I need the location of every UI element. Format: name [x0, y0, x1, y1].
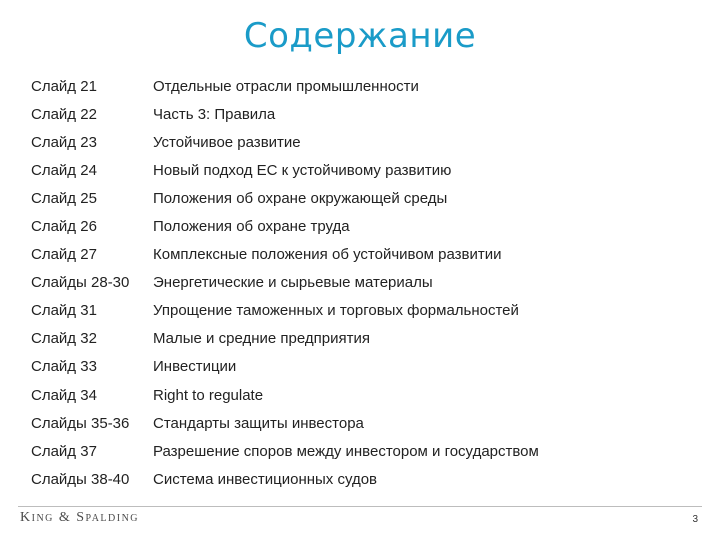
toc-row [31, 381, 691, 409]
table-of-contents [31, 72, 691, 493]
slide-ref: Слайд 37 [31, 442, 97, 460]
slide-ref: Слайд 23 [31, 133, 97, 151]
toc-row [31, 128, 691, 156]
topic-title: Новый подход ЕС к устойчивому развитию [153, 161, 452, 179]
toc-row [31, 297, 691, 325]
toc-row [31, 100, 691, 128]
slide-ref: Слайды 28-30 [31, 274, 130, 292]
topic-title: Устойчивое развитие [153, 133, 301, 151]
page-number: 3 [692, 514, 698, 525]
topic-title: Стандарты защиты инвестора [153, 414, 364, 432]
slide-ref: Слайд 31 [31, 302, 97, 320]
toc-row [31, 409, 691, 437]
topic-title: Малые и средние предприятия [153, 330, 370, 348]
topic-title: Положения об охране окружающей среды [153, 189, 448, 207]
topic-title: Часть 3: Правила [153, 105, 276, 123]
slide-ref: Слайд 21 [31, 77, 97, 95]
slide-ref: Слайд 32 [31, 330, 97, 348]
topic-title: Положения об охране труда [153, 218, 350, 236]
toc-row [31, 353, 691, 381]
toc-row [31, 212, 691, 240]
topic-title: Комплексные положения об устойчивом развитии [153, 246, 502, 264]
toc-row [31, 465, 691, 493]
toc-row [31, 72, 691, 100]
toc-row [31, 156, 691, 184]
slide-ref: Слайды 35-36 [31, 414, 130, 432]
slide-ref: Слайд 22 [31, 105, 97, 123]
topic-title: Инвестиции [153, 358, 237, 376]
topic-title: Отдельные отрасли промышленности [153, 77, 419, 95]
toc-row [31, 241, 691, 269]
footer-divider [18, 506, 702, 507]
topic-title: Разрешение споров между инвестором и государством [153, 442, 539, 460]
toc-row [31, 437, 691, 465]
slide-ref: Слайд 34 [31, 386, 97, 404]
slide-ref: Слайд 25 [31, 189, 97, 207]
company-logo: King & Spalding [20, 510, 140, 525]
slide-ref: Слайд 26 [31, 218, 97, 236]
slide-ref: Слайд 24 [31, 161, 97, 179]
topic-title: Right to regulate [153, 386, 264, 404]
toc-row [31, 184, 691, 212]
topic-title: Упрощение таможенных и торговых формальностей [153, 302, 519, 320]
slide-ref: Слайды 38-40 [31, 470, 130, 488]
toc-row [31, 269, 691, 297]
page-title: Содержание [243, 16, 477, 56]
topic-title: Система инвестиционных судов [153, 470, 378, 488]
slide-ref: Слайд 27 [31, 246, 97, 264]
toc-row [31, 325, 691, 353]
slide-ref: Слайд 33 [31, 358, 97, 376]
topic-title: Энергетические и сырьевые материалы [153, 274, 433, 292]
